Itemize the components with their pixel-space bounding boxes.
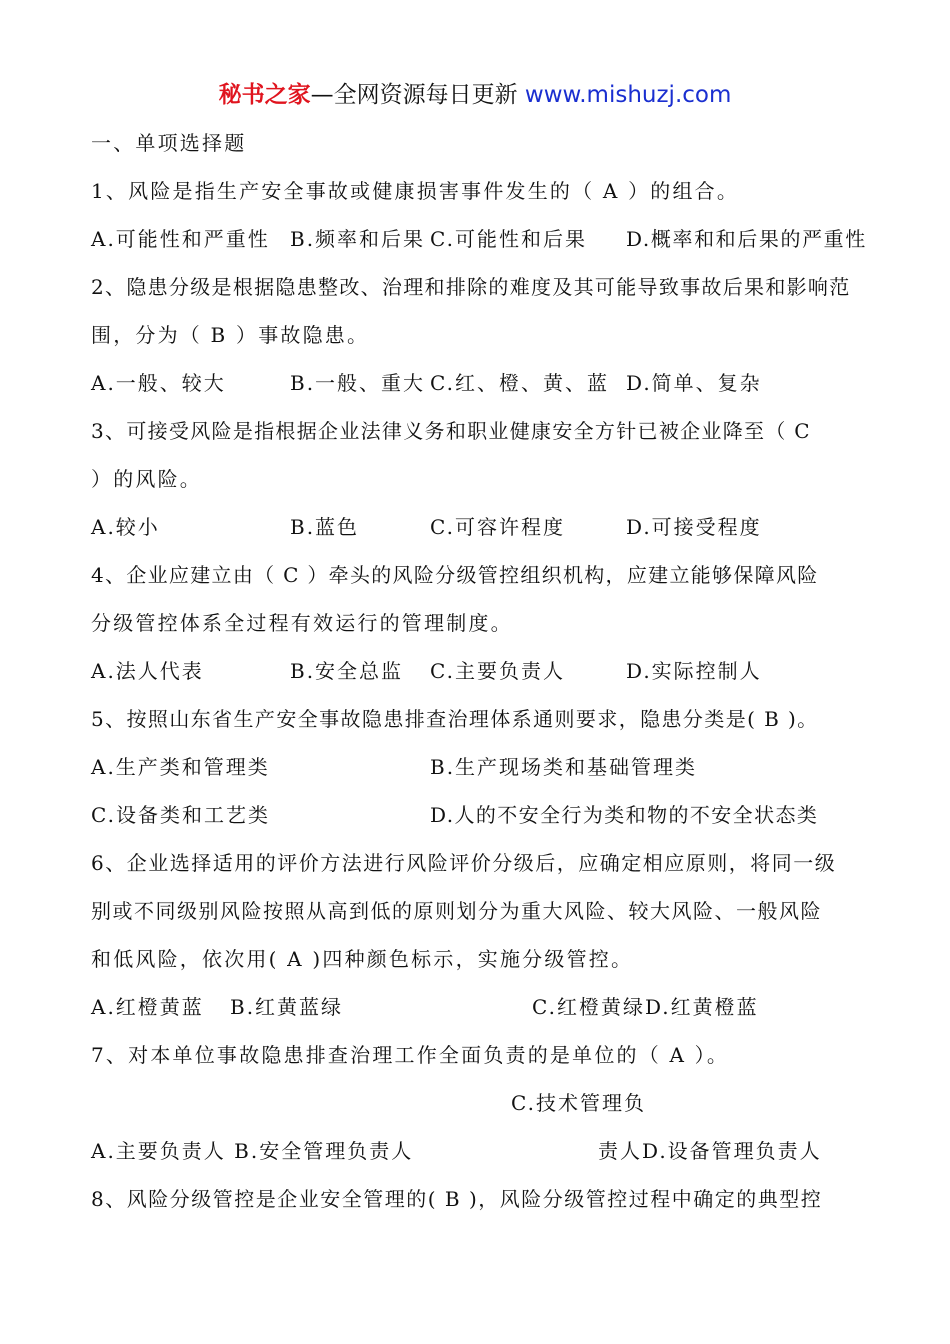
q3-option-c: C.可容许程度 [430, 515, 565, 539]
q1-stem: 1、风险是指生产安全事故或健康损害事件发生的（ A ）的组合。 [91, 179, 740, 203]
q5-option-c: C.设备类和工艺类 [91, 803, 270, 827]
q4-option-b: B.安全总监 [290, 659, 404, 683]
q4-option-d: D.实际控制人 [626, 659, 762, 683]
q5-option-a: A.生产类和管理类 [91, 755, 270, 779]
section-title: 一、单项选择题 [91, 131, 247, 155]
q4-option-c: C.主要负责人 [430, 659, 565, 683]
header-slogan: —全网资源每日更新 [310, 82, 518, 108]
q3-option-b: B.蓝色 [290, 515, 360, 539]
q6-option-a: A.红橙黄蓝 [91, 995, 204, 1019]
q5-option-d: D.人的不安全行为类和物的不安全状态类 [430, 803, 819, 827]
q4-option-a: A.法人代表 [91, 659, 204, 683]
q1-option-a: A.可能性和严重性 [91, 227, 270, 251]
q6-stem-line2: 别或不同级别风险按照从高到低的原则划分为重大风险、较大风险、一般风险 [91, 899, 822, 923]
q2-option-d: D.简单、复杂 [626, 371, 762, 395]
q1-option-b: B.频率和后果 [290, 227, 426, 251]
q2-stem-line1: 2、隐患分级是根据隐患整改、治理和排除的难度及其可能导致事故后果和影响范 [91, 275, 851, 299]
q3-stem-line2: ）的风险。 [91, 467, 202, 491]
q1-option-c: C.可能性和后果 [430, 227, 587, 251]
q2-option-b: B.一般、重大 [290, 371, 426, 395]
q3-stem-line1: 3、可接受风险是指根据企业法律义务和职业健康安全方针已被企业降至（ C [91, 419, 811, 443]
q6-option-cd: C.红橙黄绿D.红黄橙蓝 [532, 995, 759, 1019]
q7-stem: 7、对本单位事故隐患排查治理工作全面负责的是单位的（ A ）。 [91, 1043, 730, 1067]
q6-stem-line1: 6、企业选择适用的评价方法进行风险评价分级后，应确定相应原则，将同一级 [91, 851, 837, 875]
q8-stem-line1: 8、风险分级管控是企业安全管理的( B )，风险分级管控过程中确定的典型控 [91, 1187, 823, 1211]
q5-option-b: B.生产现场类和基础管理类 [430, 755, 698, 779]
q4-stem-line2: 分级管控体系全过程有效运行的管理制度。 [91, 611, 513, 635]
page-header [0, 78, 950, 112]
q2-option-c: C.红、橙、黄、蓝 [430, 371, 609, 395]
q5-stem: 5、按照山东省生产安全事故隐患排查治理体系通则要求，隐患分类是( B )。 [91, 707, 819, 731]
q6-option-b: B.红黄蓝绿 [230, 995, 344, 1019]
q6-stem-line3: 和低风险，依次用( A )四种颜色标示，实施分级管控。 [91, 947, 634, 971]
q7-option-c-part2-d: 责人D.设备管理负责人 [598, 1139, 822, 1163]
q2-option-a: A.一般、较大 [91, 371, 226, 395]
q4-stem-line1: 4、企业应建立由（ C ）牵头的风险分级管控组织机构，应建立能够保障风险 [91, 563, 819, 587]
q3-option-d: D.可接受程度 [626, 515, 762, 539]
header-url: www.mishuzj.com [524, 82, 732, 108]
q7-option-ab: A.主要负责人 B.安全管理负责人 [91, 1139, 414, 1163]
brand-name: 秘书之家 [218, 82, 311, 108]
q7-option-c-part1: C.技术管理负 [511, 1091, 646, 1115]
q1-option-d: D.概率和和后果的严重性 [626, 227, 867, 251]
q3-option-a: A.较小 [91, 515, 160, 539]
q2-stem-line2: 围，分为（ B ）事故隐患。 [91, 323, 370, 347]
